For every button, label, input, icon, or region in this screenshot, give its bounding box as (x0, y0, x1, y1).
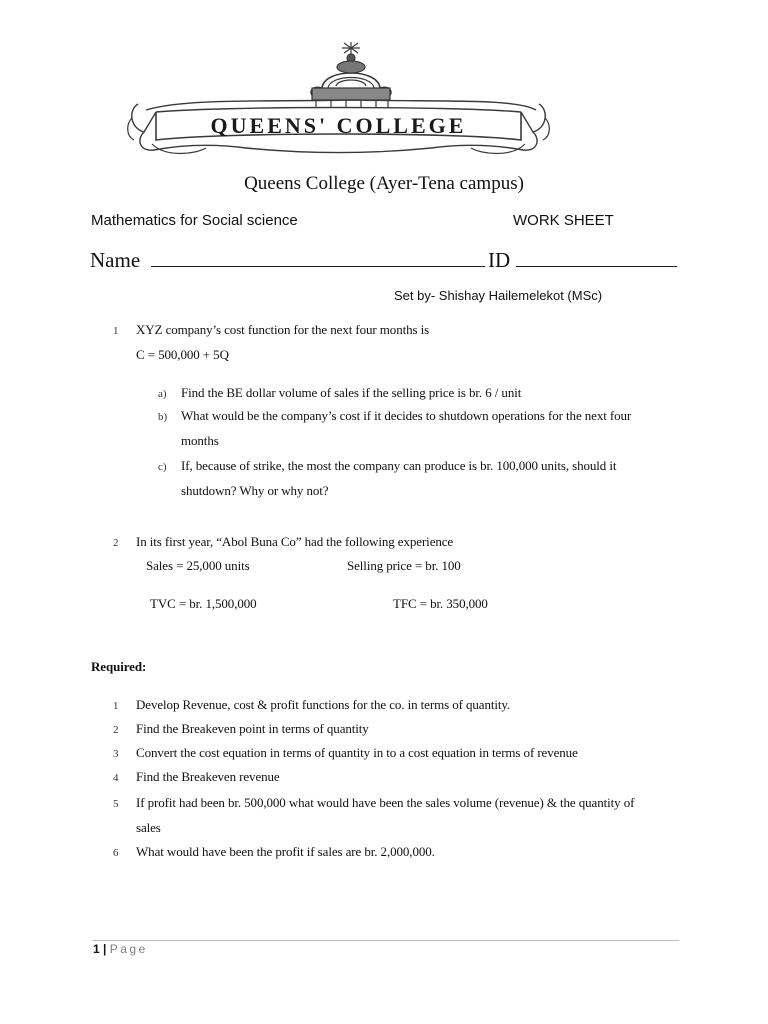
id-blank-line[interactable] (516, 248, 677, 267)
tfc-value: TFC = br. 350,000 (393, 596, 488, 611)
part-a-label: a) (158, 388, 167, 400)
part-c-text-cont: shutdown? Why or why not? (181, 483, 329, 498)
set-by-line: Set by- Shishay Hailemelekot (MSc) (394, 288, 603, 303)
required-item-5-number: 5 (113, 798, 119, 810)
required-item-2-number: 2 (113, 724, 119, 736)
page-title: Queens College (Ayer-Tena campus) (244, 173, 524, 194)
required-item-6-number: 6 (113, 847, 119, 859)
name-label: Name (90, 248, 141, 272)
required-item-5-text: If profit had been br. 500,000 what would have been the sales volume (revenue) & the quantity of (136, 795, 635, 810)
page-word: Page (109, 942, 148, 956)
required-item-6-text: What would have been the profit if sales are br. 2,000,000. (136, 844, 435, 859)
required-item-5-text-cont: sales (136, 820, 161, 835)
required-item-4-number: 4 (113, 772, 119, 784)
required-item-3-number: 3 (113, 748, 119, 760)
footer-divider (93, 940, 679, 941)
question-2-number: 2 (113, 537, 119, 549)
required-item-2-text: Find the Breakeven point in terms of quantity (136, 721, 369, 736)
sheet-type: WORK SHEET (513, 212, 614, 229)
question-1-text: XYZ company’s cost function for the next four months is (136, 322, 430, 337)
part-c-text: If, because of strike, the most the company can produce is br. 100,000 units, should it (181, 458, 617, 473)
course-name: Mathematics for Social science (91, 212, 298, 229)
sales-value: Sales = 25,000 units (146, 558, 250, 573)
required-item-1-text: Develop Revenue, cost & profit functions for the co. in terms of quantity. (136, 697, 511, 712)
id-field[interactable] (488, 248, 677, 273)
part-b-label: b) (158, 411, 168, 423)
tvc-value: TVC = br. 1,500,000 (150, 596, 257, 611)
logo-lettering: QUEENS' COLLEGE (210, 113, 467, 138)
question-1-equation: C = 500,000 + 5Q (136, 347, 229, 362)
name-blank-line[interactable] (151, 248, 485, 267)
selling-price-value: Selling price = br. 100 (347, 558, 461, 573)
id-label: ID (488, 248, 511, 272)
part-b-text-cont: months (181, 433, 219, 448)
required-item-4-text: Find the Breakeven revenue (136, 769, 280, 784)
name-field[interactable] (90, 248, 485, 273)
required-item-1-number: 1 (113, 700, 119, 712)
footer-separator: | (103, 942, 107, 956)
part-b-text: What would be the company’s cost if it decides to shutdown operations for the next four (181, 408, 632, 423)
question-1-number: 1 (113, 325, 119, 337)
college-logo (126, 40, 551, 162)
page-footer (93, 942, 148, 956)
part-c-label: c) (158, 461, 167, 473)
part-a-text: Find the BE dollar volume of sales if the selling price is br. 6 / unit (181, 385, 522, 400)
page-number: 1 (93, 942, 100, 956)
required-item-3-text: Convert the cost equation in terms of quantity in to a cost equation in terms of revenue (136, 745, 578, 760)
required-heading: Required: (91, 659, 147, 674)
logo-emblem-graphic (126, 40, 551, 162)
question-2-text: In its first year, “Abol Buna Co” had the following experience (136, 534, 454, 549)
